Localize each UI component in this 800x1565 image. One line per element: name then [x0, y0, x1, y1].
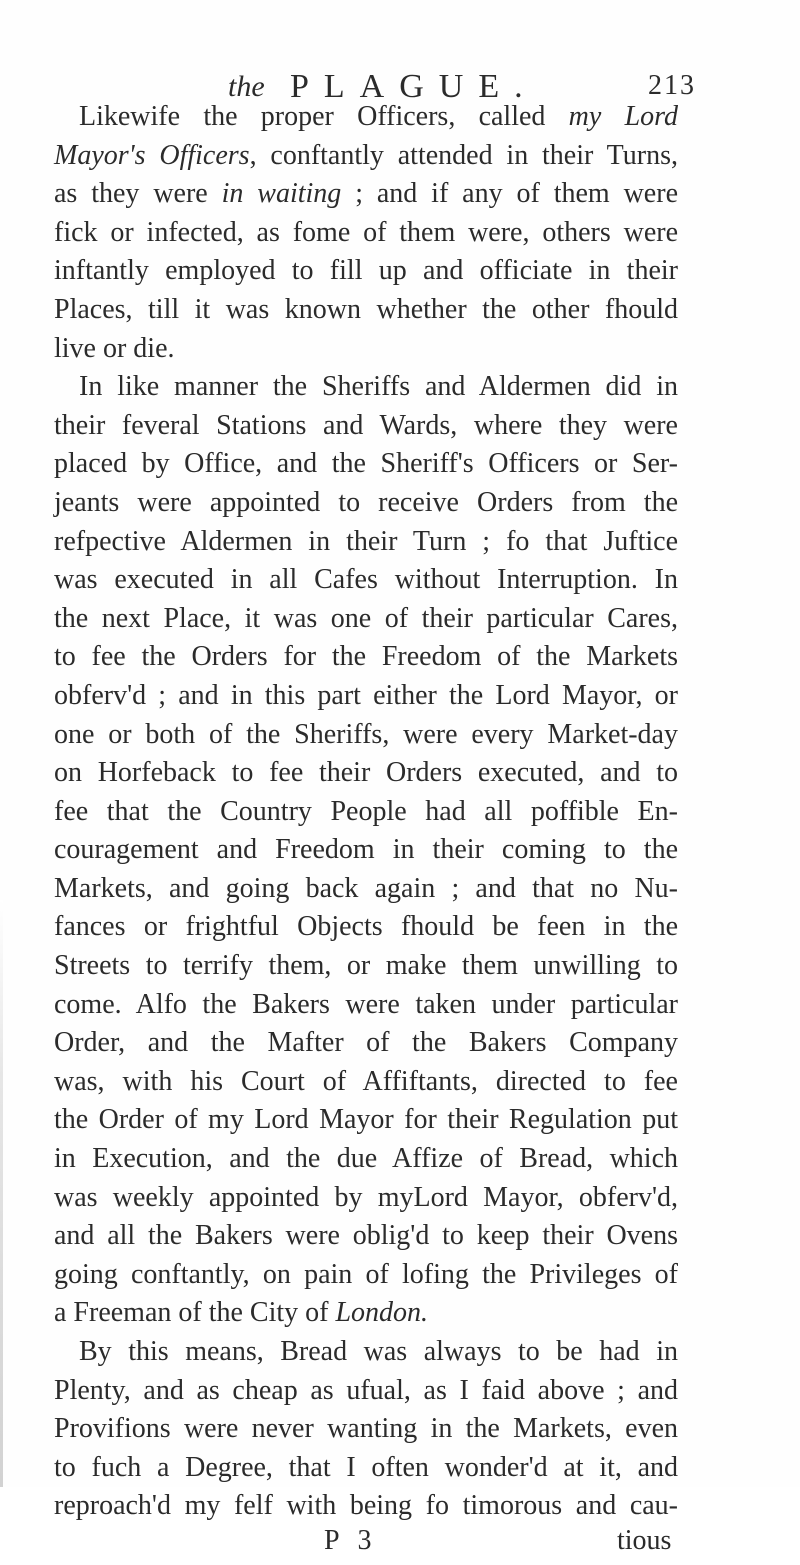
text-line: was, with his Court of Affiftants, directed to fee — [54, 1065, 678, 1097]
text-line: live or die. — [54, 332, 175, 364]
text-line: Plenty, and as cheap as ufual, as I faid above ; and — [54, 1374, 678, 1406]
text-line: couragement and Freedom in their coming to the — [54, 834, 678, 866]
text-line: fee that the Country People had all poffible En- — [54, 795, 678, 827]
text-line: placed by Office, and the Sheriff's Officers or Ser- — [54, 448, 678, 480]
text-line: Mayor's Officers, conftantly attended in their Turns, — [54, 139, 678, 171]
text-line: Likewife the proper Officers, called my Lord — [79, 101, 679, 132]
text-line: Streets to terrify them, or make them unwilling to — [54, 950, 678, 982]
text-line: come. Alfo the Bakers were taken under particular — [54, 988, 678, 1020]
text-line: refpective Aldermen in their Turn ; fo that Juftice — [54, 525, 678, 557]
text-line: fick or infected, as fome of them were, others were — [54, 216, 678, 248]
text-line: In like manner the Sheriffs and Aldermen did in — [79, 371, 678, 403]
text-line: the Order of my Lord Mayor for their Regulation put — [54, 1104, 678, 1136]
text-line: going conftantly, on pain of lofing the Privileges of — [54, 1258, 678, 1290]
text-line: and all the Bakers were oblig'd to keep their Ovens — [54, 1220, 678, 1252]
text-line: to fee the Orders for the Freedom of the Markets — [54, 641, 678, 673]
text-line: By this means, Bread was always to be had in — [79, 1336, 678, 1367]
text-line: on Horfeback to fee their Orders executed, and to — [54, 757, 678, 789]
text-line: Provifions were never wanting in the Markets, even — [54, 1413, 678, 1445]
text-line: as they were in waiting ; and if any of them were — [54, 178, 678, 210]
signature-line — [54, 1526, 678, 1565]
body-text — [54, 98, 678, 1565]
text-line: Order, and the Mafter of the Bakers Company — [54, 1027, 678, 1059]
text-line: to fuch a Degree, that I often wonder'd at it, and — [54, 1451, 678, 1483]
text-line: one or both of the Sheriffs, were every Market-day — [54, 718, 678, 750]
text-line: obferv'd ; and in this part either the Lord Mayor, or — [54, 679, 678, 711]
text-line: a Freeman of the City of London. — [54, 1297, 429, 1329]
text-line: fances or frightful Objects fhould be feen in the — [54, 911, 678, 943]
page-number: 213 — [648, 70, 696, 101]
text-line: was weekly appointed by myLord Mayor, obferv'd, — [54, 1181, 678, 1213]
catchword: tious — [617, 1524, 672, 1556]
text-line: their feveral Stations and Wards, where they were — [54, 409, 678, 441]
text-line: in Execution, and the due Affize of Bread, which — [54, 1143, 678, 1175]
running-head-title: PLAGUE. — [290, 68, 538, 105]
text-line: was executed in all Cafes without Interruption. In — [54, 564, 678, 596]
text-line: jeants were appointed to receive Orders from the — [54, 486, 678, 518]
text-line: Places, till it was known whether the other fhould — [54, 293, 678, 325]
text-line: inftantly employed to fill up and officiate in their — [54, 255, 678, 287]
page-edge-shadow — [0, 900, 3, 1487]
text-line: Markets, and going back again ; and that no Nu- — [54, 872, 678, 904]
text-line: reproach'd my felf with being fo timorous and cau- — [54, 1490, 678, 1522]
text-line: the next Place, it was one of their particular Cares, — [54, 602, 678, 634]
running-head-article: the — [228, 70, 265, 103]
signature-mark: P 3 — [324, 1524, 378, 1556]
